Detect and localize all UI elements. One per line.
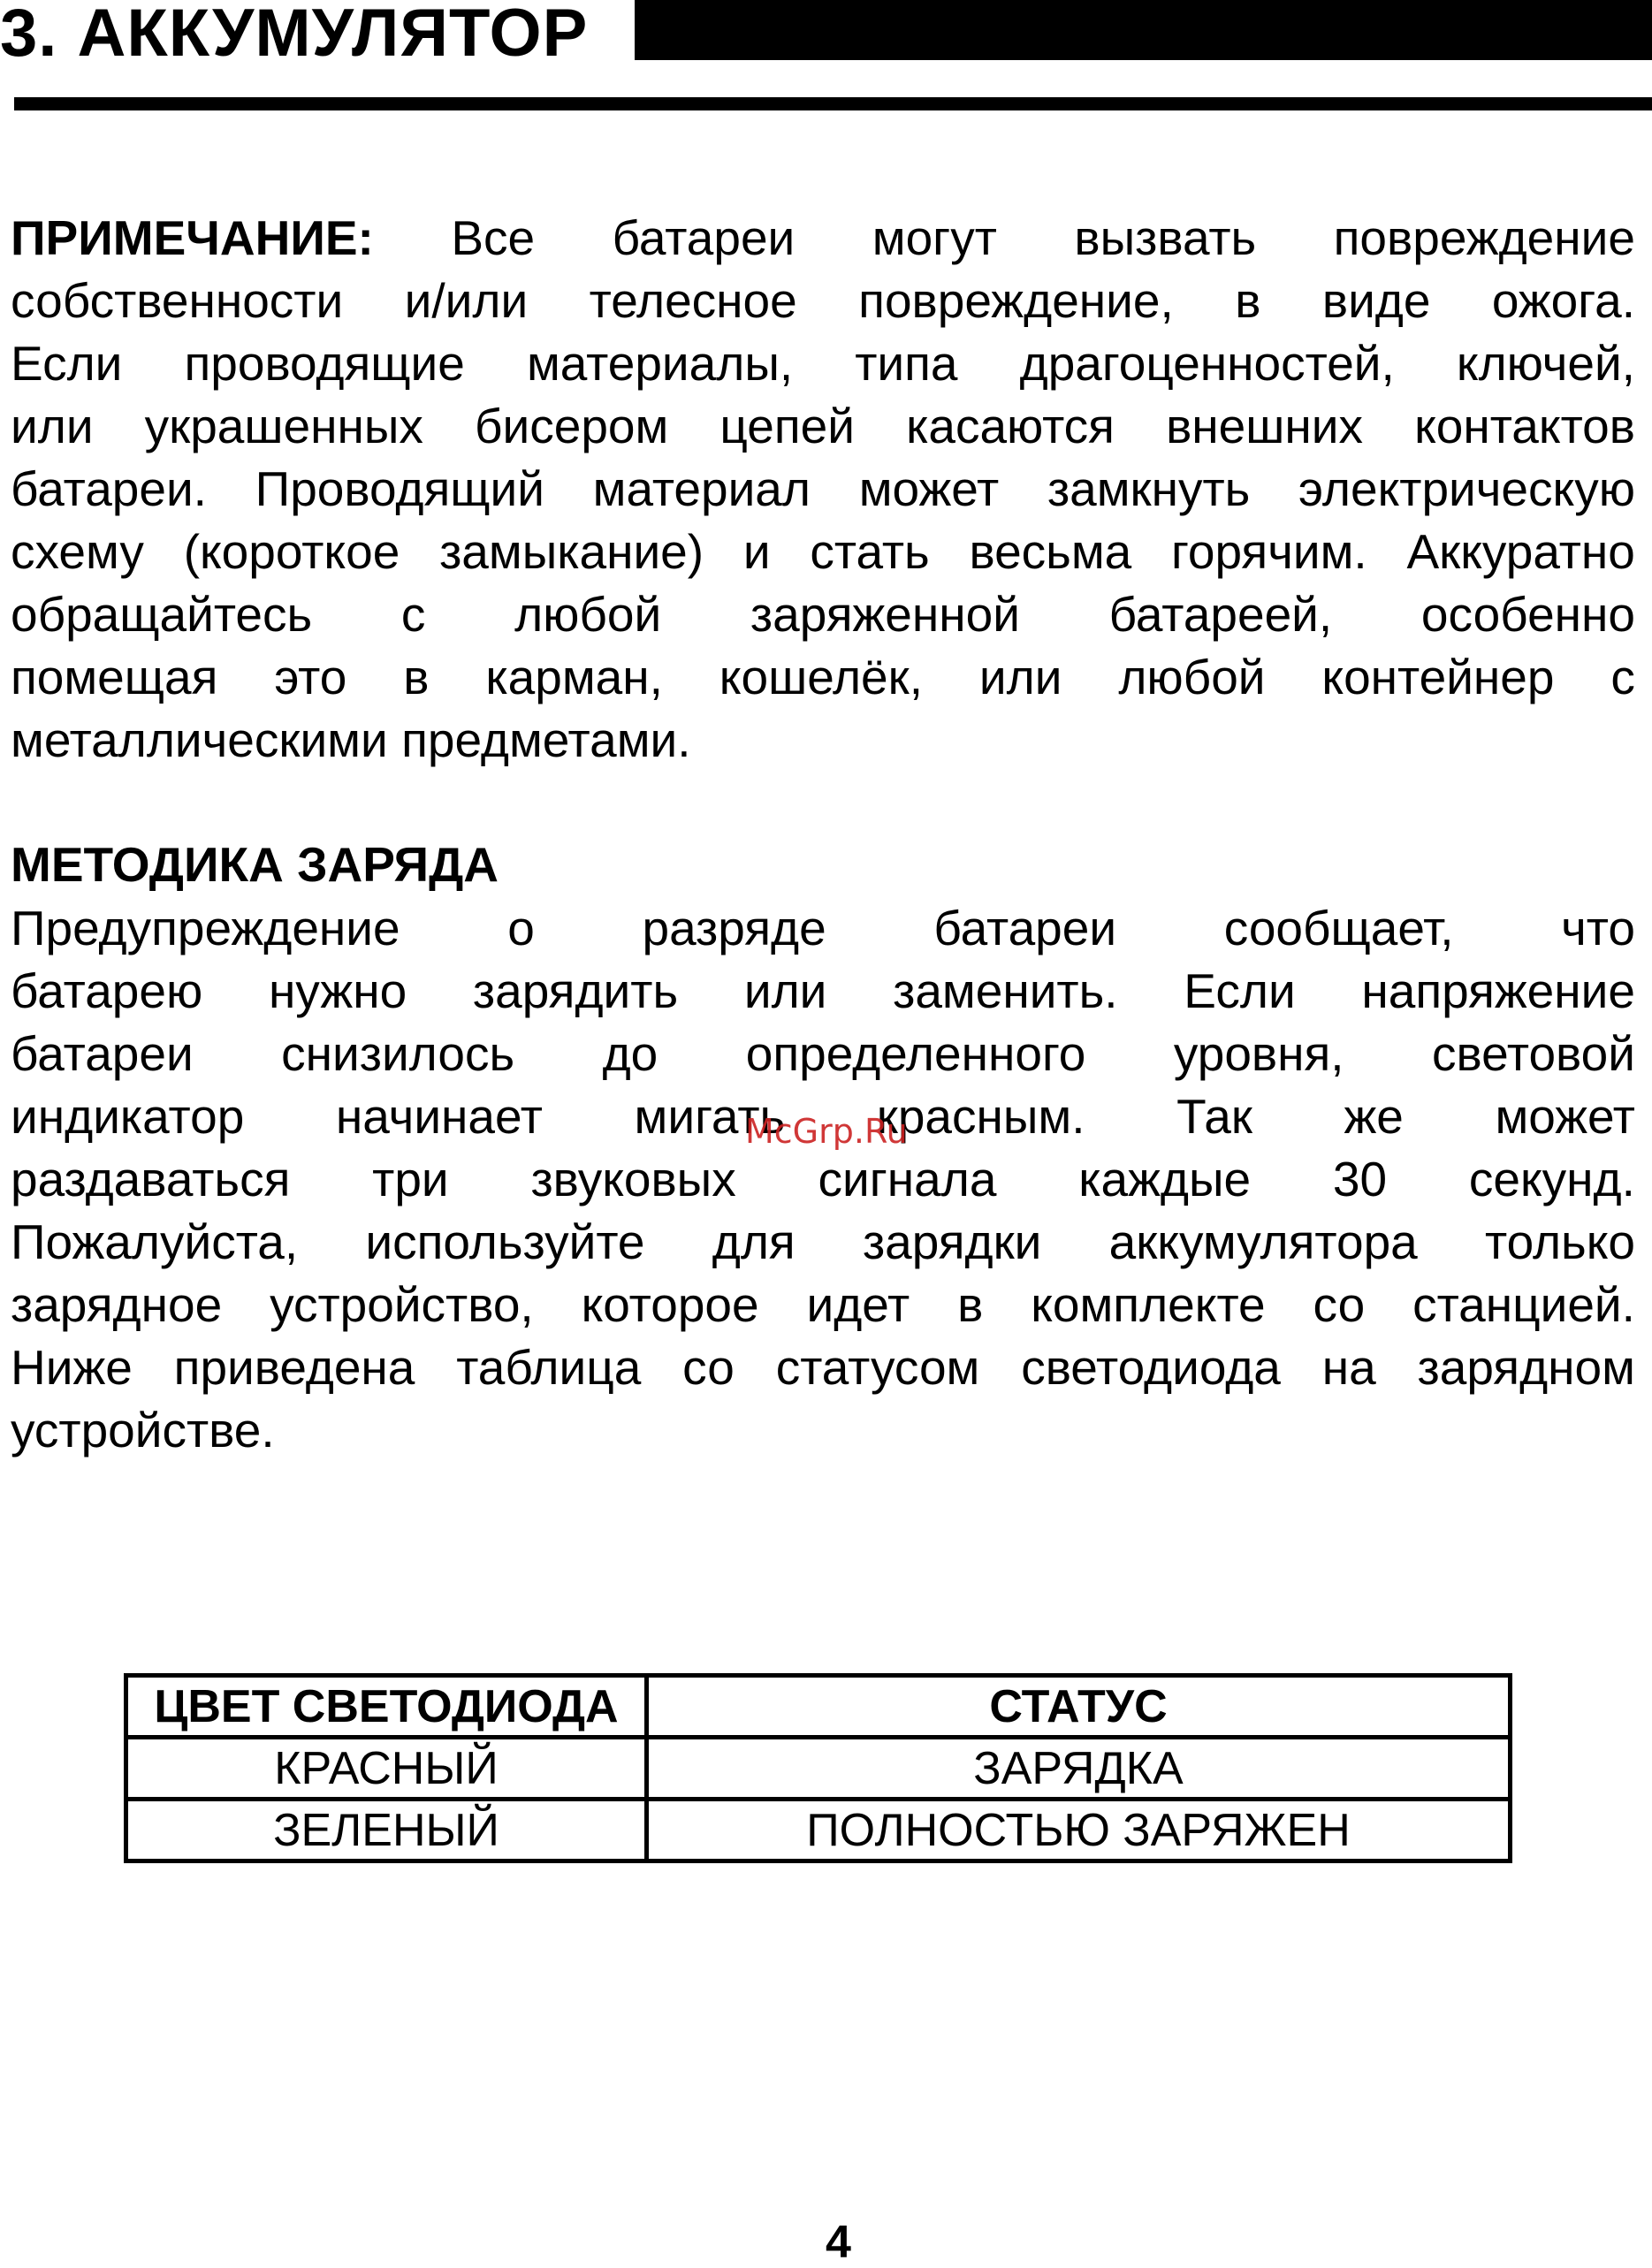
word: до <box>602 1026 659 1081</box>
table-header-row <box>126 1676 1511 1738</box>
word: или <box>978 650 1062 704</box>
word: и/или <box>404 273 529 328</box>
watermark: McGrp.Ru <box>745 1112 908 1151</box>
note-line <box>11 395 1635 458</box>
word: мигать <box>634 1089 786 1144</box>
word: внешних <box>1166 399 1363 453</box>
note-line <box>11 458 1635 521</box>
word: о <box>507 901 535 955</box>
word: Так <box>1176 1089 1252 1144</box>
word: карман, <box>485 650 663 704</box>
table-cell: ЗАРЯДКА <box>647 1738 1511 1800</box>
word: комплекте <box>1031 1277 1266 1332</box>
word: приведена <box>173 1340 415 1395</box>
word: Если <box>1184 963 1296 1018</box>
word: вызвать <box>1074 210 1257 265</box>
word: секунд. <box>1468 1152 1635 1206</box>
note-label: ПРИМЕЧАНИЕ: <box>11 210 374 265</box>
table-cell: КРАСНЫЙ <box>126 1738 647 1800</box>
word: помещая <box>11 650 218 704</box>
word: собственности <box>11 273 344 328</box>
word: устройстве. <box>11 1403 275 1457</box>
word: это <box>274 650 347 704</box>
word: Предупреждение <box>11 901 400 955</box>
word: повреждение <box>1333 210 1635 265</box>
word: снизилось <box>281 1026 515 1081</box>
word: напряжение <box>1361 963 1635 1018</box>
column-header-led-color: ЦВЕТ СВЕТОДИОДА <box>126 1676 647 1738</box>
word: индикатор <box>11 1089 245 1144</box>
word: заряженной <box>750 587 1020 642</box>
note-line <box>11 583 1635 646</box>
word: же <box>1344 1089 1404 1144</box>
word: весьма <box>969 524 1132 579</box>
note-paragraph <box>11 207 1635 772</box>
word: горячим. <box>1171 524 1367 579</box>
word: уровня, <box>1173 1026 1344 1081</box>
charging-line <box>11 960 1635 1023</box>
word: устройство, <box>270 1277 534 1332</box>
word: Пожалуйста, <box>11 1214 299 1269</box>
word: Если <box>11 336 123 391</box>
word: 30 <box>1332 1152 1388 1206</box>
word: идет <box>806 1277 910 1332</box>
word: может <box>858 461 1000 516</box>
charging-line <box>11 1023 1635 1085</box>
note-line <box>11 270 1635 332</box>
word: любой <box>1118 650 1266 704</box>
word: Все <box>451 210 536 265</box>
word: зарядки <box>862 1214 1042 1269</box>
charging-line <box>11 1148 1635 1211</box>
word: схему <box>11 524 144 579</box>
charging-paragraph <box>11 897 1635 1462</box>
word: контейнер <box>1321 650 1555 704</box>
word: с <box>1610 650 1635 704</box>
word: батареи <box>11 1026 194 1081</box>
note-line <box>11 521 1635 583</box>
word: статусом <box>775 1340 980 1395</box>
word: батарею <box>11 963 203 1018</box>
header-bar <box>635 0 1652 60</box>
word: Ниже <box>11 1340 133 1395</box>
word: каждые <box>1078 1152 1252 1206</box>
note-line <box>11 709 1635 772</box>
charging-line <box>11 1399 1635 1462</box>
word: красным. <box>876 1089 1085 1144</box>
word: на <box>1321 1340 1376 1395</box>
word: касаются <box>906 399 1115 453</box>
word: батареи <box>933 901 1117 955</box>
word: типа <box>855 336 958 391</box>
word: (короткое <box>183 524 400 579</box>
table-cell: ЗЕЛЕНЫЙ <box>126 1800 647 1861</box>
table-row <box>126 1738 1511 1800</box>
word: замкнуть <box>1047 461 1251 516</box>
word: предметами. <box>401 712 691 767</box>
word: или <box>743 963 827 1018</box>
word: металлическими <box>11 712 388 767</box>
word: определенного <box>745 1026 1086 1081</box>
word: используйте <box>365 1214 645 1269</box>
word: Аккуратно <box>1406 524 1635 579</box>
word: или <box>11 399 94 453</box>
word: световой <box>1432 1026 1635 1081</box>
word: кошелёк, <box>719 650 923 704</box>
word: стать <box>810 524 930 579</box>
word: со <box>1313 1277 1366 1332</box>
table-row <box>126 1800 1511 1861</box>
word: батареей, <box>1108 587 1333 642</box>
led-status-table <box>124 1673 1512 1863</box>
word: со <box>682 1340 735 1395</box>
word: материалы, <box>526 336 794 391</box>
word: заменить. <box>893 963 1118 1018</box>
word: таблица <box>456 1340 642 1395</box>
word: электрическую <box>1298 461 1635 516</box>
word: ключей, <box>1456 336 1635 391</box>
word: звуковых <box>530 1152 736 1206</box>
word: бисером <box>475 399 669 453</box>
word: батареи <box>612 210 796 265</box>
word: сигнала <box>818 1152 997 1206</box>
table-cell: ПОЛНОСТЬЮ ЗАРЯЖЕН <box>647 1800 1511 1861</box>
word: виде <box>1321 273 1431 328</box>
page-title: 3. АККУМУЛЯТОР <box>0 0 589 71</box>
header-divider <box>14 97 1652 110</box>
word: ожога. <box>1491 273 1635 328</box>
word: три <box>372 1152 449 1206</box>
note-line <box>11 646 1635 709</box>
word: зарядное <box>11 1277 223 1332</box>
word: цепей <box>719 399 855 453</box>
charging-line <box>11 1336 1635 1399</box>
word: особенно <box>1420 587 1635 642</box>
word: в <box>403 650 430 704</box>
word: зарядном <box>1417 1340 1635 1395</box>
word: сообщает, <box>1223 901 1454 955</box>
word: для <box>712 1214 796 1269</box>
word: любой <box>514 587 662 642</box>
word: украшенных <box>144 399 423 453</box>
word: замыкание) <box>439 524 704 579</box>
section-heading: МЕТОДИКА ЗАРЯДА <box>11 837 499 892</box>
charging-line <box>11 1274 1635 1336</box>
word: телесное <box>589 273 797 328</box>
word: с <box>400 587 426 642</box>
word: станцией. <box>1412 1277 1635 1332</box>
note-line <box>11 332 1635 395</box>
word: в <box>1235 273 1261 328</box>
charging-line <box>11 897 1635 960</box>
word: может <box>1495 1089 1635 1144</box>
word: которое <box>581 1277 759 1332</box>
charging-line <box>11 1211 1635 1274</box>
word: нужно <box>268 963 407 1018</box>
word: и <box>742 524 771 579</box>
word: аккумулятора <box>1108 1214 1418 1269</box>
word: повреждение, <box>858 273 1174 328</box>
word: контактов <box>1414 399 1635 453</box>
word: проводящие <box>184 336 465 391</box>
word: батареи. <box>11 461 207 516</box>
word: обращайтесь <box>11 587 313 642</box>
word: разряде <box>642 901 826 955</box>
word: драгоценностей, <box>1019 336 1395 391</box>
note-line <box>11 207 1635 270</box>
word: начинает <box>335 1089 543 1144</box>
word: раздаваться <box>11 1152 291 1206</box>
word: что <box>1561 901 1635 955</box>
word: материал <box>592 461 811 516</box>
word: только <box>1485 1214 1635 1269</box>
word: зарядить <box>472 963 679 1018</box>
page-number: 4 <box>826 2217 851 2268</box>
word: могут <box>872 210 997 265</box>
word: светодиода <box>1021 1340 1281 1395</box>
word: Проводящий <box>255 461 544 516</box>
word: в <box>957 1277 984 1332</box>
column-header-status: СТАТУС <box>647 1676 1511 1738</box>
